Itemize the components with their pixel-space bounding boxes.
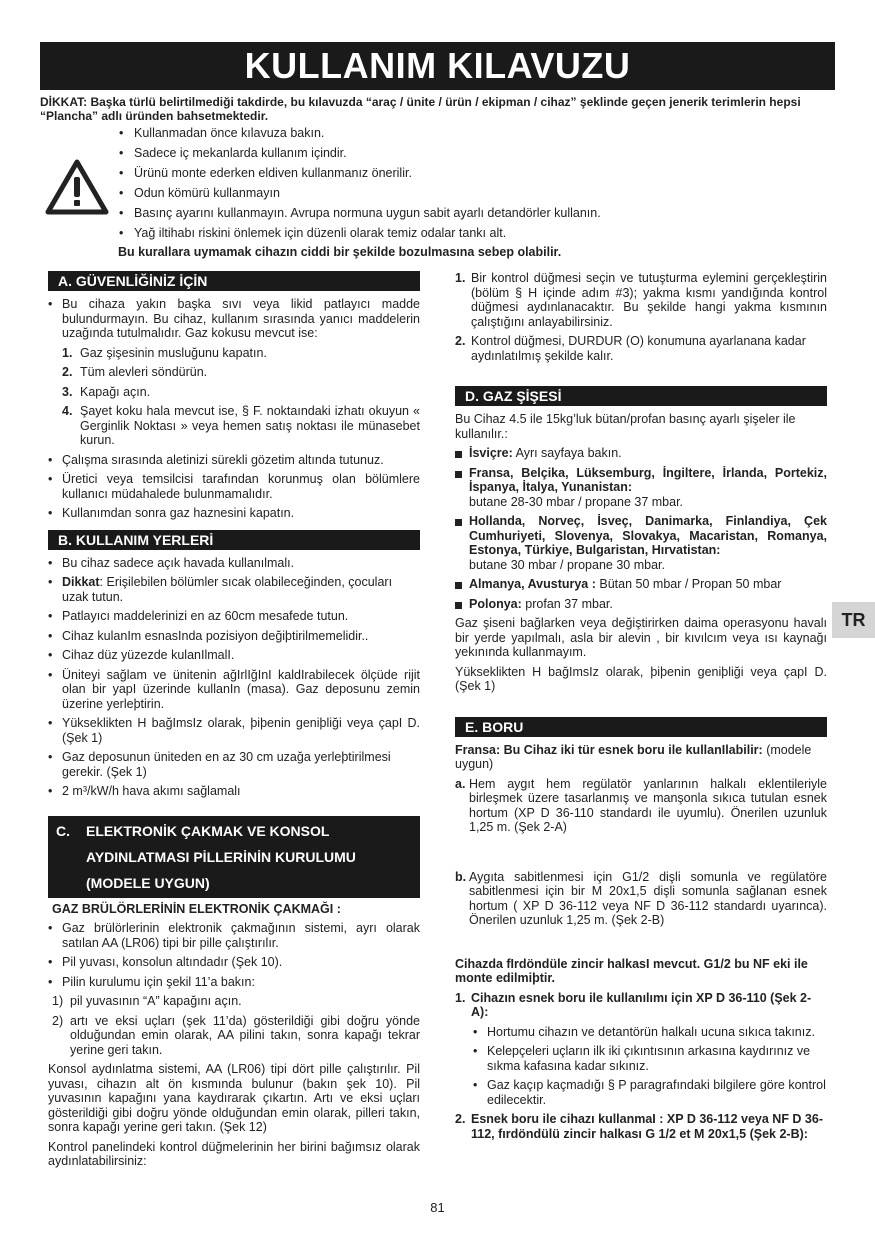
warning-list (118, 124, 818, 244)
warning-item: • Basınç ayarını kullanmayın. Avrupa normuna uygun sabit ayarlı detandörler kullanın. (118, 204, 818, 224)
country-value: Ayrı sayfaya bakın. (515, 446, 622, 460)
hose-usage-heading (455, 991, 827, 1020)
hose-option (455, 870, 827, 928)
dikkat-label: Dikkat (62, 575, 100, 589)
section-c-subtitle: GAZ BRÜLÖRLERİNİN ELEKTRONİK ÇAKMAĞI : (52, 901, 341, 916)
section-c-step (48, 994, 420, 1009)
section-c-paragraph: Konsol aydınlatma sistemi, AA (LR06) tipi dört pille çalıştırılır. Pil yuvası, cihazın alt ön kısmında bulunur (bakın şek 10). Pil yuvasının kapağını yana kaydırarak çıkartın. Artı ve eksi uçları gösterildiği gibi doğru yönde olduğundan emin olarak, pilleri takın, sonra kapağı yerine geri takın. (Şek 12) (48, 1062, 420, 1134)
step-text: pil yuvasının “A” kapağını açın. (70, 994, 242, 1008)
section-e-intro-bold: Fransa: Bu Cihaz iki tür esnek boru ile kullanIlabilir: (455, 742, 763, 757)
step-number: 1. (62, 345, 73, 360)
country-entry (455, 514, 827, 572)
section-c-header (48, 816, 420, 898)
control-step (455, 334, 827, 363)
right-column (455, 271, 827, 1146)
section-c-step (48, 1014, 420, 1058)
warning-item: • Sadece iç mekanlarda kullanım içindir. (118, 144, 818, 164)
warning-item: • Yağ iltihabı riskini önlemek için düzenli olarak temiz odalar tankı alt. (118, 224, 818, 244)
section-a-bullet: • Üretici veya temsilcisi tarafından korunmuş olan bölümlere kullanıcı müdahalede bulunmamalıdır. (48, 472, 420, 501)
page-title: KULLANIM KILAVUZU (40, 42, 835, 90)
warning-triangle-icon (44, 158, 110, 220)
hose-usage-bullet: • Kelepçeleri uçların ilk iki çıkıntısının arkasına kaydırınız ve sıkma kafasına kadar sıkınız. (455, 1044, 827, 1073)
country-value: butane 30 mbar / propane 30 mbar. (469, 557, 665, 572)
section-a-step (48, 404, 420, 448)
warning-item: • Ürünü monte ederken eldiven kullanmanız önerilir. (118, 164, 818, 184)
option-text: Aygıta sabitlenmesi için G1/2 dişli somunla ve regülatöre sabitlenmesi için bir M 20x1,5 dişli somunla sağlanan esnek hortum ( XP D 36-112 veya NF D 36-112 standardı uyarınca). Önerilen uzunluk 1,25 m. (Şek 2-B) (469, 869, 827, 927)
country-value: butane 28-30 mbar / propane 37 mbar. (469, 494, 684, 509)
section-c-bullet: • Pilin kurulumu için şekil 11’a bakın: (48, 975, 420, 990)
country-entry (455, 577, 827, 592)
section-c-line (56, 818, 420, 844)
country-label: Hollanda, Norveç, İsveç, Danimarka, Finlandiya, Çek Cumhuriyeti, Slovenya, Slovakya, Macaristan, Romanya, Estonya, Türkiye, Bulgaristan, Hırvatistan: (469, 514, 827, 557)
step-number: 2. (455, 1112, 466, 1126)
section-b-bullet: • Cihaz kulanIm esnasInda pozisiyon değiþtirilmemelidir.. (48, 629, 420, 644)
section-e-intro-tail: (modele uygun) (455, 742, 812, 771)
hose-usage-bullet: • Gaz kaçıp kaçmadığı § P paragrafındaki bilgilere göre kontrol edilecektir. (455, 1078, 827, 1107)
step-text: Cihazın esnek boru ile kullanılımı için XP D 36-110 (Şek 2-A): (471, 990, 812, 1019)
control-step (455, 271, 827, 329)
step-number: 2. (455, 334, 466, 348)
warning-footer: Bu kurallara uymamak cihazın ciddi bir şekilde bozulmasına sebep olabilir. (118, 245, 562, 259)
step-text: Tüm alevleri söndürün. (80, 365, 208, 379)
section-e-bold-note: Cihazda fIrdöndüle zincir halkasI mevcut. G1/2 bu NF eki ile monte edilmiþtir. (455, 956, 808, 985)
section-a-intro: • Bu cihaza yakın başka sıvı veya likid patlayıcı madde bulundurmayın. Bu cihaz, kullanım sırasında yanıcı maddelerin uzağında tutulmalıdır. Gaz kokusu mevcut ise: (48, 297, 420, 341)
step-number: 4. (62, 404, 73, 418)
left-column (48, 271, 420, 1174)
step-number: 3. (62, 384, 73, 399)
step-number: 2) (52, 1013, 64, 1028)
step-text: Bir kontrol düğmesi seçin ve tutuşturma eylemini gerçekleştirin (bölüm § H içinde adım #3); yakma kısmı yandığında kontrol düğmesi aydınlanacaktır. Bu şekilde hangi yakma kısmının çalıştığını anlayabilirsiniz. (471, 271, 827, 329)
section-c-bullet: • Gaz brülörlerinin elektronik çakmağının sistemi, ayrı olarak satılan AA (LR06) tipi bir pille çalıştırılır. (48, 921, 420, 950)
option-letter: b. (455, 869, 467, 884)
section-c-line: AYDINLATMASI PİLLERİNİN KURULUMU (86, 848, 356, 865)
hose-usage-heading (455, 1112, 827, 1141)
section-c-line-text: ELEKTRONİK ÇAKMAK VE KONSOL (86, 822, 330, 839)
step-text: artı ve eksi uçları (şek 11’da) gösterildiği gibi doğru yönde olduğundan emin olarak, AA pilini takın, sonra kapağı tekrar yerine geri takın. (70, 1013, 420, 1057)
step-number: 1. (455, 271, 466, 285)
hose-usage-bullet: • Hortumu cihazın ve detantörün halkalı ucuna sıkıca takınız. (455, 1025, 827, 1040)
section-c-line: (MODELE UYGUN) (86, 874, 210, 891)
dikkat-text: Erişilebilen bölümler sıcak olabileceğinden, çocuları uzak tutun. (62, 575, 393, 604)
section-b-bullet: • Cihaz düz yüzezde kulanIlmalI. (48, 648, 420, 663)
section-d-intro: Bu Cihaz 4.5 ile 15kg’luk bütan/profan basınç ayarlı şişeler ile kullanılır.: (455, 412, 796, 441)
section-b-bullet: • Üniteyi sağlam ve ünitenin ağIrlIğInI kaldIrabilecek ölçüde rijit olan bir yapI üzerinde kullanIn (masa). Gaz deposunu zemin üzerine yerleþtirin. (48, 668, 420, 712)
step-text: Kapağı açın. (80, 384, 151, 399)
page-number: 81 (430, 1200, 445, 1215)
section-b-bullet: • Yükseklikten H bağImsIz olarak, þiþenin geniþliği veya çapI D. (Şek 1) (48, 716, 420, 745)
section-a-step (48, 385, 420, 400)
section-e-header: E. BORU (455, 717, 827, 737)
country-entry (455, 446, 827, 461)
section-d-header: D. GAZ ŞİŞESİ (455, 386, 827, 406)
step-number: 2. (62, 365, 73, 379)
section-a-header: A. GÜVENLİĞİNİZ İÇİN (48, 271, 420, 291)
country-value: Bütan 50 mbar / Propan 50 mbar (599, 577, 782, 591)
section-a-step (48, 346, 420, 361)
country-entry (455, 466, 827, 510)
section-b-bullet: • Gaz deposunun üniteden en az 30 cm uzağa yerleþtirilmesi gerekir. (Şek 1) (48, 750, 420, 779)
section-a-step (48, 365, 420, 380)
section-d-paragraph: Gaz şiseni bağlarken veya değiştirirken daima operasyonu havalı bir yerde yapılmalı, asla bir alevin , bir kıvılcım veya ısı kaynağı yekınında kullanmayım. (455, 616, 827, 659)
country-label: Polonya: (469, 596, 522, 611)
section-e-intro (455, 743, 827, 772)
warning-intro: DİKKAT: Başka türlü belirtilmediği takdirde, bu kılavuzda “araç / ünite / ürün / ekipman / cihaz” şeklinde geçen jenerik terimlerin hepsi “Plancha” adlı üründen bahsetmektedir. (40, 95, 801, 123)
section-b-bullet: • Dikkat: Erişilebilen bölümler sıcak olabileceğinden, çocuları uzak tutun. (48, 575, 420, 604)
section-b-bullet: • Bu cihaz sadece açık havada kullanılmalı. (48, 556, 420, 571)
country-entry (455, 597, 827, 612)
step-text: Şayet koku hala mevcut ise, § F. noktaındaki izhatı okuyun « Gerginlik Noktası » veya hemen satış noktası ile münasebet kurun. (80, 404, 420, 447)
section-a-bullet: • Kullanımdan sonra gaz haznesini kapatın. (48, 506, 420, 521)
section-d-paragraph: Yükseklikten H bağImsIz olarak, þiþenin geniþliği veya çapI D. (Şek 1) (455, 664, 827, 693)
section-c-letter: C. (56, 822, 70, 839)
section-b-bullet: • 2 m³/kW/h hava akımı sağlamalı (48, 784, 420, 799)
section-c-bullet: • Pil yuvası, konsolun altındadır (Şek 10). (48, 955, 420, 970)
step-number: 1) (52, 994, 64, 1008)
step-number: 1. (455, 990, 466, 1005)
option-text: Hem aygıt hem regülatör yanlarının halkalı eklentileriyle birleşmek üzere tasarlanmış ve manşonla sıkıca tutulan esnek hortum (XP D 36-110 standardı ile uyumlu). Önerilen uzunluk 1,25 m. (Şek 2-A) (469, 776, 827, 834)
section-b-header: B. KULLANIM YERLERİ (48, 530, 420, 550)
country-label: Almanya, Avusturya : (469, 577, 596, 591)
warning-item: • Kullanmadan önce kılavuza bakın. (118, 124, 818, 144)
country-value: profan 37 mbar. (525, 596, 613, 611)
hose-option (455, 777, 827, 835)
warning-item: • Odun kömürü kullanmayın (118, 184, 818, 204)
country-label: İsviçre: (469, 446, 513, 460)
option-letter: a. (455, 776, 466, 791)
section-a-bullet: • Çalışma sırasında aletinizi sürekli gözetim altında tutunuz. (48, 453, 420, 468)
country-label: Fransa, Belçika, Lüksemburg, İngiltere, İrlanda, Portekiz, İspanya, İtalya, Yunanistan: (469, 465, 827, 494)
step-text: Kontrol düğmesi, DURDUR (O) konumuna ayarlanana kadar aydınlatılmış şekilde kalır. (471, 334, 806, 363)
section-c-paragraph: Kontrol panelindeki kontrol düğmelerinin her birini bağımsız olarak aydınlatabilirsiniz: (48, 1139, 420, 1168)
section-b-bullet: • Patlayıcı maddelerinizi en az 60cm mesafede tutun. (48, 609, 420, 624)
language-tab: TR (832, 602, 875, 638)
step-text: Gaz şişesinin musluğunu kapatın. (80, 345, 267, 360)
step-text: Esnek boru ile cihazı kullanmaI : XP D 36-112 veya NF D 36-112, fırdöndülü zincir halkası G 1/2 et M 20x1,5 (Şek 2-B): (471, 1112, 824, 1141)
